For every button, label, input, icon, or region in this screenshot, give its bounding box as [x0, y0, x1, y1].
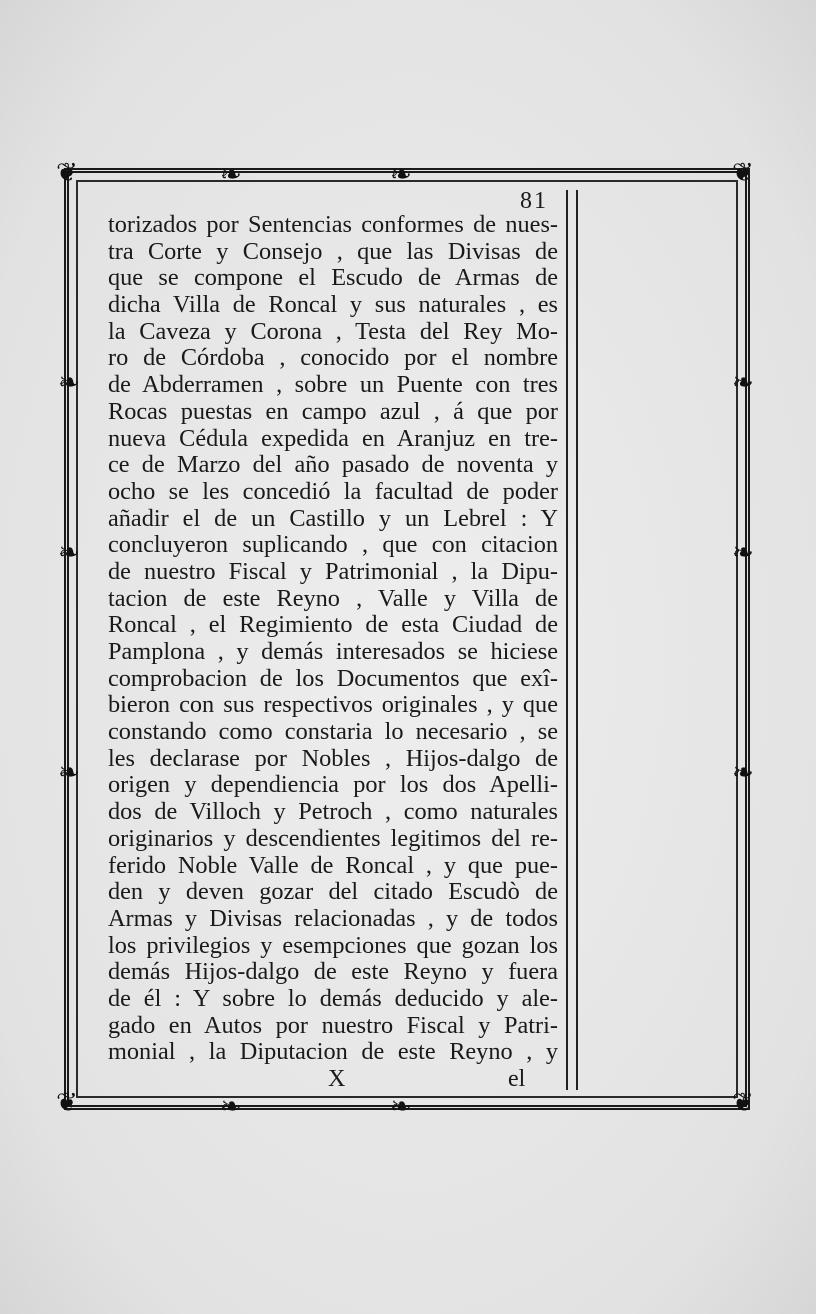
text-line: ocho se les concedió la facultad de poder — [108, 477, 558, 505]
corner-ornament-icon: ❦ — [732, 158, 754, 187]
text-line: tra Corte y Consejo , que las Divisas de — [108, 237, 558, 265]
scroll-ornament-icon: ❧ — [58, 538, 80, 567]
text-line: ro de Córdoba , conocido por el nombre — [108, 344, 558, 372]
text-line: gado en Autos por nuestro Fiscal y Patri- — [108, 1011, 558, 1039]
text-line: de nuestro Fiscal y Patrimonial , la Dipu- — [108, 557, 558, 585]
text-line: ce de Marzo del año pasado de noventa y — [108, 451, 558, 479]
text-line: que se compone el Escudo de Armas de — [108, 264, 558, 292]
text-line: les declarase por Nobles , Hijos-dalgo de — [108, 744, 558, 772]
text-line: ferido Noble Valle de Roncal , y que pue- — [108, 851, 558, 879]
text-line: origen y dependiencia por los dos Apelli- — [108, 771, 558, 799]
corner-ornament-icon: ❦ — [56, 1088, 78, 1117]
catchword: el — [508, 1066, 526, 1092]
side-column-rule — [566, 190, 578, 1090]
scroll-ornament-icon: ❧ — [732, 538, 754, 567]
scroll-ornament-icon: ❧ — [390, 160, 412, 189]
text-line: den y deven gozar del citado Escudò de — [108, 878, 558, 906]
scroll-ornament-icon: ❧ — [58, 368, 80, 397]
text-line: concluyeron suplicando , que con citacion — [108, 531, 558, 559]
text-line: nueva Cédula expedida en Aranjuz en tre- — [108, 424, 558, 452]
text-line: la Caveza y Corona , Testa del Rey Mo- — [108, 317, 558, 345]
signature-mark: X — [328, 1066, 346, 1092]
text-line: constando como constaria lo necesario , se — [108, 718, 558, 746]
text-line: Rocas puestas en campo azul , á que por — [108, 397, 558, 425]
text-line: dicha Villa de Roncal y sus naturales , es — [108, 291, 558, 319]
corner-ornament-icon: ❦ — [732, 1088, 754, 1117]
scroll-ornament-icon: ❧ — [220, 1092, 242, 1121]
text-line: Roncal , el Regimiento de esta Ciudad de — [108, 611, 558, 639]
text-line: dos de Villoch y Petroch , como naturales — [108, 798, 558, 826]
corner-ornament-icon: ❦ — [56, 158, 78, 187]
text-line: Armas y Divisas relacionadas , y de todos — [108, 904, 558, 932]
page-number: 81 — [520, 188, 548, 214]
text-line: torizados por Sentencias conformes de nues- — [108, 211, 558, 238]
text-line: bieron con sus respectivos originales , y que — [108, 691, 558, 719]
text-line: añadir el de un Castillo y un Lebrel : Y — [108, 504, 558, 532]
text-line: tacion de este Reyno , Valle y Villa de — [108, 584, 558, 612]
text-line: demás Hijos-dalgo de este Reyno y fuera — [108, 958, 558, 986]
scroll-ornament-icon: ❧ — [390, 1092, 412, 1121]
text-line: Pamplona , y demás interesados se hiciese — [108, 638, 558, 665]
text-line: los privilegios y esempciones que gozan los — [108, 931, 558, 959]
scroll-ornament-icon: ❧ — [220, 160, 242, 189]
scroll-ornament-icon: ❧ — [732, 368, 754, 397]
scroll-ornament-icon: ❧ — [732, 758, 754, 787]
text-line: comprobacion de los Documentos que exî- — [108, 664, 558, 692]
body-text — [108, 212, 558, 1066]
text-line: monial , la Diputacion de este Reyno , y — [108, 1038, 558, 1066]
text-line: de él : Y sobre lo demás deducido y ale- — [108, 984, 558, 1012]
scroll-ornament-icon: ❧ — [58, 758, 80, 787]
text-line: originarios y descendientes legitimos del re- — [108, 824, 558, 852]
text-line: de Abderramen , sobre un Puente con tres — [108, 371, 558, 399]
